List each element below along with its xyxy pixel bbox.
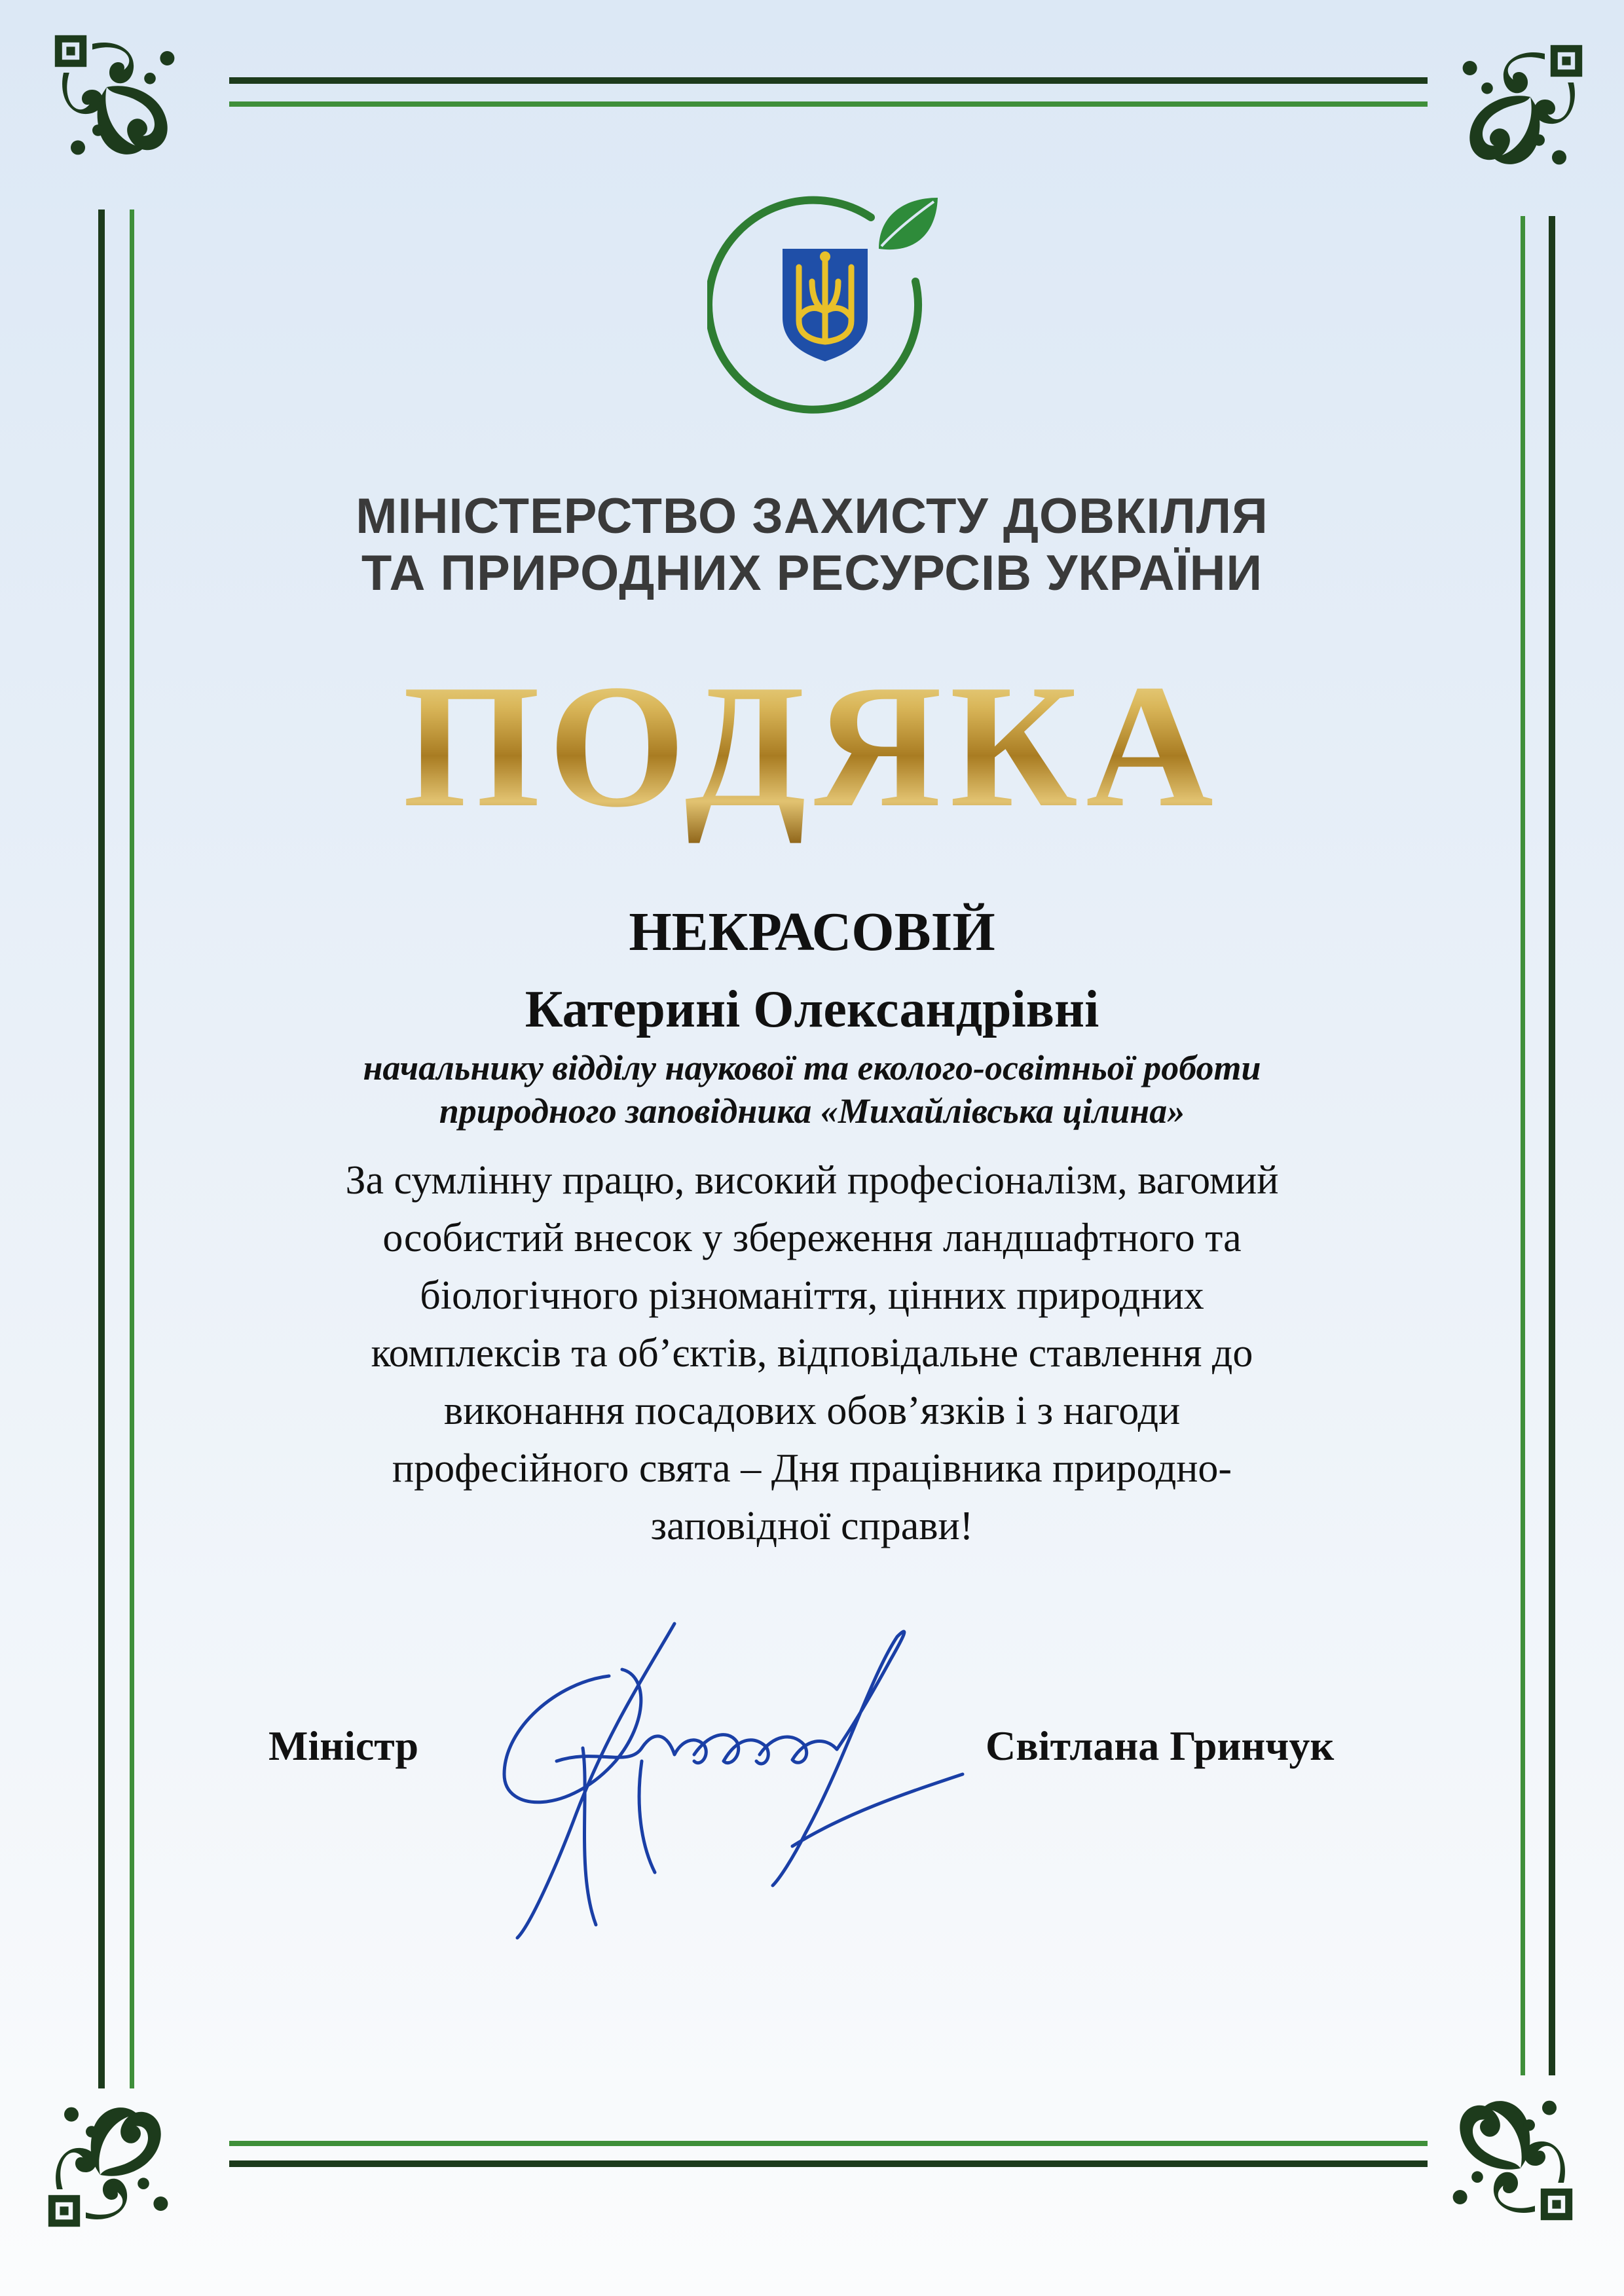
frame-top-green-line	[229, 101, 1428, 107]
corner-ornament-bottom-left-icon	[43, 2088, 187, 2232]
signatory-name: Світлана Гринчук	[986, 1722, 1335, 1769]
frame-top-dark-line	[229, 77, 1428, 84]
corner-ornament-bottom-right-icon	[1434, 2082, 1578, 2226]
corner-ornament-top-right-icon	[1444, 39, 1588, 183]
body-text-line-5: виконання посадових обов’язків і з нагоди	[443, 1389, 1181, 1433]
recipient-given-names: Катерині Олександрівні	[525, 981, 1099, 1038]
recipient-surname: НЕКРАСОВІЙ	[629, 902, 995, 962]
recipient-position-line-2: природного заповідника «Михайлівська цілина»	[439, 1091, 1185, 1131]
body-text-line-6: професійного свята – Дня працівника природно-	[392, 1446, 1232, 1491]
body-text-line-2: особистий внесок у збереження ландшафтного та	[382, 1216, 1242, 1260]
signatory-role: Міністр	[268, 1722, 419, 1769]
corner-ornament-top-left-icon	[49, 29, 193, 173]
frame-bottom-dark-line	[229, 2160, 1428, 2167]
handwritten-signature-icon	[478, 1597, 976, 1951]
body-text-line-3: біологічного різноманіття, цінних природних	[420, 1273, 1204, 1318]
ministry-name-line-2: ТА ПРИРОДНИХ РЕСУРСІВ УКРАЇНИ	[361, 545, 1263, 601]
frame-right-dark-line	[1549, 216, 1555, 2075]
ministry-name-line-1: МІНІСТЕРСТВО ЗАХИСТУ ДОВКІЛЛЯ	[356, 488, 1268, 544]
body-text-line-7: заповідної справи!	[650, 1504, 974, 1548]
ministry-emblem-icon	[707, 183, 943, 419]
body-text-line-1: За сумлінну працю, високий професіоналізм, вагомий	[345, 1158, 1279, 1203]
frame-right-green-line	[1521, 216, 1525, 2075]
recipient-position-line-1: начальнику відділу наукової та еколого-освітньої роботи	[363, 1048, 1261, 1087]
body-text-line-4: комплексів та об’єктів, відповідальне ставлення до	[371, 1331, 1253, 1376]
certificate-title: ПОДЯКА	[196, 648, 1428, 845]
frame-left-dark-line	[98, 210, 105, 2088]
frame-left-green-line	[130, 210, 134, 2088]
frame-bottom-green-line	[229, 2141, 1428, 2146]
